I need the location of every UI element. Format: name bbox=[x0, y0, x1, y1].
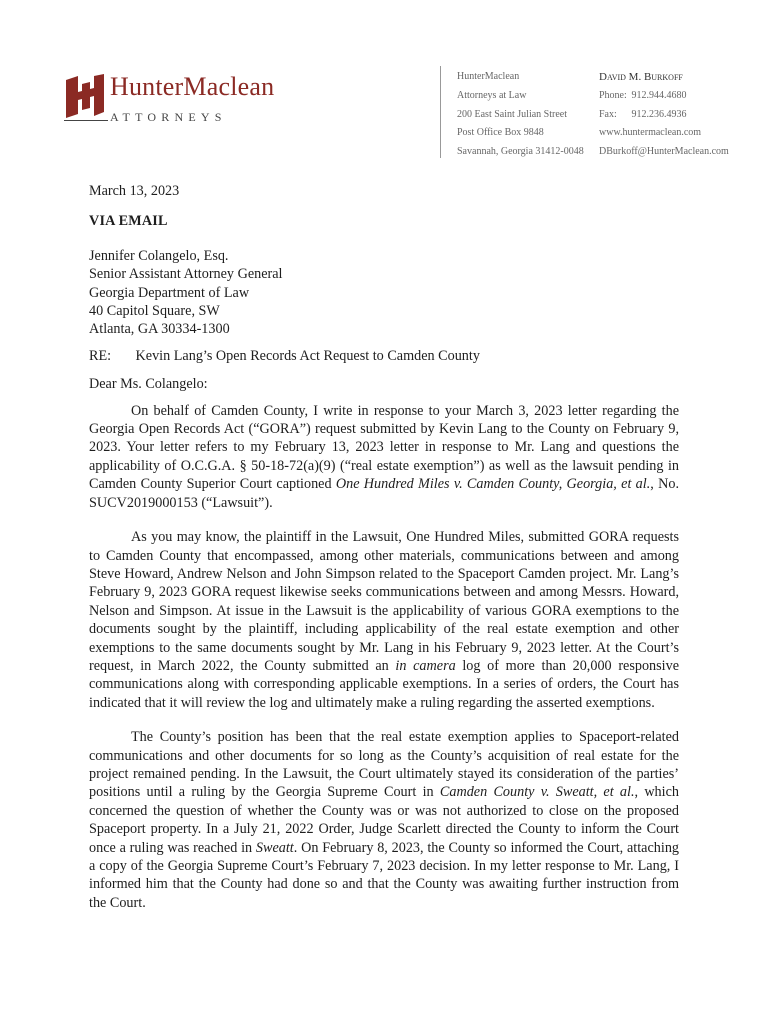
fax-row bbox=[599, 106, 729, 125]
firm-address bbox=[457, 68, 584, 162]
delivery-method: VIA EMAIL bbox=[89, 213, 168, 230]
paragraph-text: log of more than 20,000 responsive communications along with corresponding applicable exemptions. In a series of orders, the Court has indicated that it will review the log and ultimately make a ruling regarding the asserted exemptions. bbox=[89, 657, 679, 711]
firm-name: HunterMaclean bbox=[110, 72, 275, 101]
recipient-block bbox=[89, 247, 679, 339]
fax-number: 912.236.4936 bbox=[631, 108, 687, 120]
address-line: HunterMaclean bbox=[457, 71, 520, 82]
letter-date: March 13, 2023 bbox=[89, 183, 180, 199]
paragraph-text: The County’s position has been that the real estate exemption applies to Spaceport-related communications and other documents for so long as the County’s acquisition of real estate for the project remained pending. In the Lawsuit, the Court ultimately stayed its consideration of the parties’ positions until a ruling by the Georgia Supreme Court in bbox=[89, 729, 679, 801]
address-line: 200 East Saint Julian Street bbox=[457, 108, 567, 120]
address-line: Savannah, Georgia 31412-0048 bbox=[457, 146, 584, 158]
paragraph-2 bbox=[89, 528, 679, 712]
paragraph-text: , No. SUCV2019000153 (“Lawsuit”). bbox=[89, 476, 679, 511]
attorney-name: David M. Burkoff bbox=[599, 71, 683, 83]
firm-logo bbox=[64, 72, 334, 128]
recipient-line: Jennifer Colangelo, Esq. bbox=[89, 247, 229, 264]
subject-line bbox=[89, 347, 679, 365]
subject-text: Kevin Lang’s Open Records Act Request to Camden County bbox=[135, 347, 480, 364]
case-citation: Camden County v. Sweatt, et al. bbox=[439, 784, 635, 801]
fax-label: Fax: bbox=[599, 108, 617, 120]
paragraph-text: As you may know, the plaintiff in the Lawsuit, One Hundred Miles, submitted GORA requests to Camden County that encompassed, among other materials, communications between and among Steve Howard, Andrew Nelson and John Simpson related to the Spaceport Camden project. Mr. Lang’s February 9, 2023 GORA request likewise seeks communications between and among Messrs. Howard, Nelson and Simpson. At issue in the Lawsuit is the applicability of various GORA exemptions to the documents sought by the plaintiff, including applicability of the real estate exemption and other exemptions to the same documents sought by Mr. Lang in his February 9, 2023 letter. At the Court’s request, in March 2022, the County submitted an bbox=[89, 529, 679, 674]
recipient-line: 40 Capitol Square, SW bbox=[89, 303, 220, 320]
phone-number: 912.944.4680 bbox=[631, 89, 687, 101]
recipient-line: Atlanta, GA 30334-1300 bbox=[89, 321, 230, 338]
phone-label: Phone: bbox=[599, 89, 627, 101]
address-line: Post Office Box 9848 bbox=[457, 127, 544, 139]
case-citation: Sweatt bbox=[255, 839, 294, 856]
attorney-contact bbox=[599, 68, 729, 162]
firm-logo-mark-icon bbox=[64, 74, 104, 118]
logo-rule bbox=[64, 120, 108, 121]
email-link[interactable]: DBurkoff@HunterMaclean.com bbox=[599, 146, 729, 158]
recipient-line: Georgia Department of Law bbox=[89, 284, 250, 301]
firm-tagline: ATTORNEYS bbox=[110, 110, 227, 124]
phone-row bbox=[599, 87, 729, 106]
address-line: Attorneys at Law bbox=[457, 89, 527, 101]
paragraph-1 bbox=[89, 402, 679, 512]
recipient-line: Senior Assistant Attorney General bbox=[89, 266, 283, 283]
letter-body bbox=[89, 182, 679, 928]
paragraph-3 bbox=[89, 728, 679, 912]
salutation: Dear Ms. Colangelo: bbox=[89, 376, 208, 393]
paragraph-text: . On February 8, 2023, the County so informed the Court, attaching a copy of the Georgia Supreme Court’s February 7, 2023 decision. In my letter response to Mr. Lang, I informed him that the County had done so and that the County was awaiting further instruction from the Court. bbox=[89, 839, 680, 911]
letterhead-divider bbox=[440, 66, 441, 158]
website-link[interactable]: www.huntermaclean.com bbox=[599, 127, 702, 139]
paragraph-text: , which concerned the question of whether the County was or was not authorized to close on the proposed Spaceport property. In a July 21, 2022 Order, Judge Scarlett directed the County to inform the Court once a ruling was reached in bbox=[89, 784, 679, 856]
paragraph-text: On behalf of Camden County, I write in response to your March 3, 2023 letter regarding the Georgia Open Records Act (“GORA”) request submitted by Kevin Lang to the County on February 9, 2023. Your letter refers to my February 13, 2023 letter in response to Mr. Lang and questions the applicability of O.C.G.A. § 50-18-72(a)(9) (“real estate exemption”) as well as the lawsuit pending in Camden County Superior Court captioned bbox=[89, 402, 679, 493]
legal-term: in camera bbox=[395, 657, 456, 674]
case-citation: One Hundred Miles v. Camden County, Georgia, et al. bbox=[335, 476, 651, 493]
subject-label: RE: bbox=[89, 347, 112, 364]
